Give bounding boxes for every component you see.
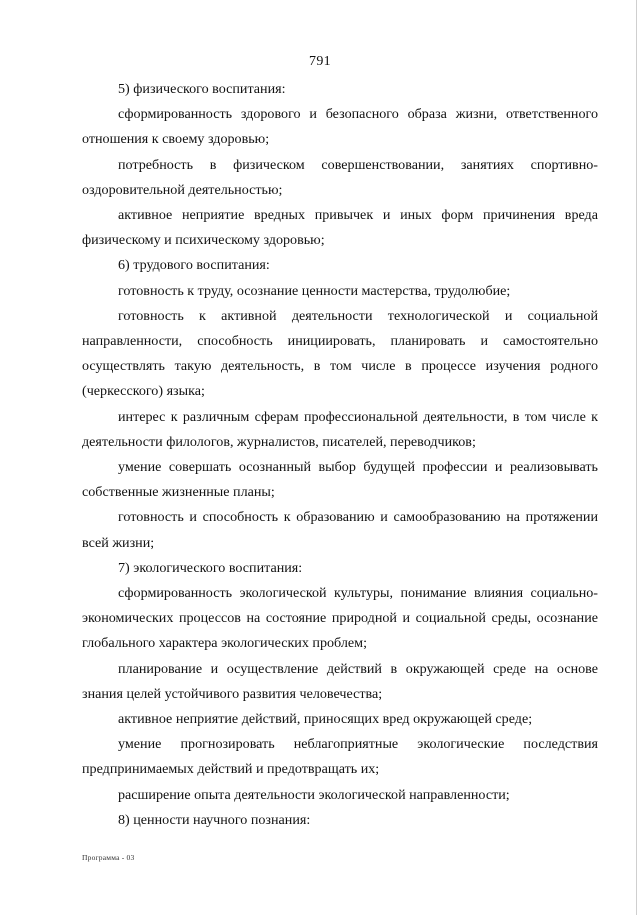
page-number: 791 bbox=[309, 54, 331, 69]
paragraph: умение совершать осознанный выбор будущей профессии и реализовывать собственные жизненные планы; bbox=[82, 459, 598, 501]
paragraph: сформированность здорового и безопасного образа жизни, ответственного отношения к своему здоровью; bbox=[82, 106, 598, 148]
paragraph: умение прогнозировать неблагоприятные экологические последствия предпринимаемых действий и предотвращать их; bbox=[82, 736, 598, 778]
paragraph: готовность к активной деятельности технологической и социальной направленности, способность инициировать, планировать и самостоятельно осуществлять такую деятельность, в том числе в процессе изучения родного (черкесского) языка; bbox=[82, 307, 598, 400]
paragraph: активное неприятие действий, приносящих вред окружающей среде; bbox=[118, 711, 533, 728]
paragraph: расширение опыта деятельности экологической направленности; bbox=[118, 786, 510, 803]
page-footer: Программа - 03 bbox=[82, 853, 135, 862]
paragraph: интерес к различным сферам профессиональной деятельности, в том числе к деятельности филологов, журналистов, писателей, переводчиков; bbox=[82, 408, 598, 450]
paragraph: готовность к труду, осознание ценности мастерства, трудолюбие; bbox=[118, 282, 511, 299]
paragraph: активное неприятие вредных привычек и иных форм причинения вреда физическому и психическому здоровью; bbox=[82, 207, 598, 249]
paragraph: потребность в физическом совершенствовании, занятиях спортивно-оздоровительной деятельностью; bbox=[82, 156, 598, 198]
section-heading-labor-education: 6) трудового воспитания: bbox=[118, 257, 270, 274]
paragraph: сформированность экологической культуры, понимание влияния социально-экономических процессов на состояние природной и социальной среды, осознание глобального характера экологических проблем; bbox=[82, 585, 598, 652]
paragraph: готовность и способность к образованию и самообразованию на протяжении всей жизни; bbox=[82, 509, 598, 551]
page-body bbox=[82, 77, 598, 833]
section-heading-ecological-education: 7) экологического воспитания: bbox=[118, 559, 303, 576]
section-heading-physical-education: 5) физического воспитания: bbox=[118, 81, 286, 97]
paragraph: планирование и осуществление действий в окружающей среде на основе знания целей устойчивого развития человечества; bbox=[82, 660, 598, 702]
section-heading-scientific-knowledge: 8) ценности научного познания: bbox=[118, 811, 311, 828]
